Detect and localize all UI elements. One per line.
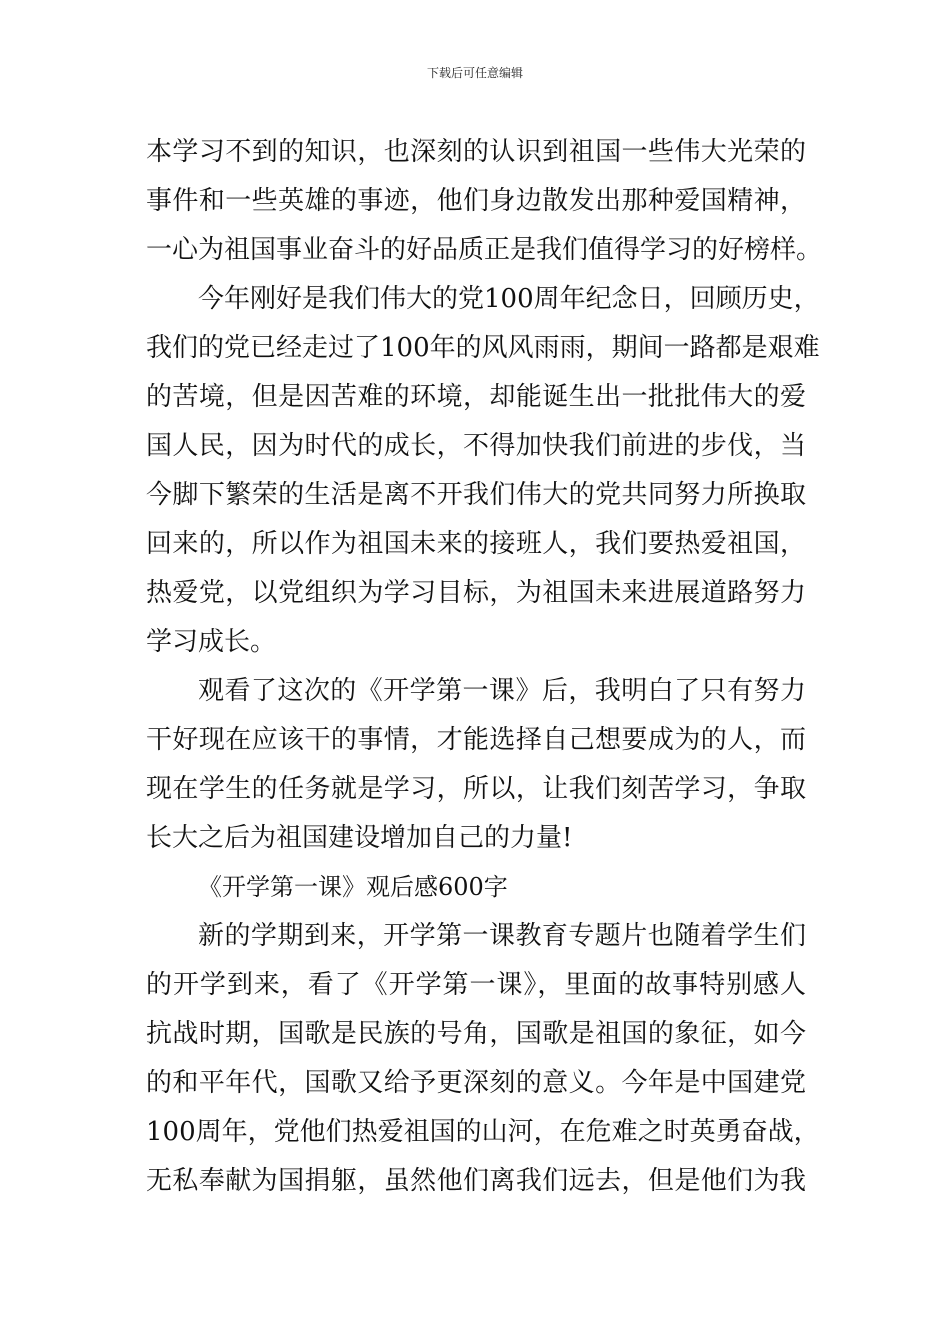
text-line: 一心为祖国事业奋斗的好品质正是我们值得学习的好榜样。 (146, 235, 823, 265)
text-line: 的苦境，但是因苦难的环境，却能诞生出一批批伟大的爱 (146, 382, 806, 412)
text-line: 干好现在应该干的事情，才能选择自己想要成为的人，而 (146, 725, 806, 755)
page-header: 下载后可任意编辑 (426, 66, 523, 80)
text-line: 学习成长。 (146, 627, 277, 657)
text-line: 事件和一些英雄的事迹，他们身边散发出那种爱国精神， (146, 186, 806, 216)
document-body (146, 128, 823, 1206)
text-line: 今脚下繁荣的生活是离不开我们伟大的党共同努力所换取 (146, 480, 806, 510)
text-line: 国人民，因为时代的成长，不得加快我们前进的步伐，当 (146, 431, 806, 461)
text-line: 无私奉献为国捐躯，虽然他们离我们远去，但是他们为我 (146, 1166, 806, 1196)
text-line: 抗战时期，国歌是民族的号角，国歌是祖国的象征，如今 (146, 1019, 806, 1049)
paragraph-start-line: 观看了这次的《开学第一课》后，我明白了只有努力 (198, 676, 806, 706)
section-heading: 《开学第一课》观后感600字 (198, 873, 508, 901)
text-line: 的开学到来，看了《开学第一课》，里面的故事特别感人 (146, 970, 806, 1000)
text-line: 本学习不到的知识，也深刻的认识到祖国一些伟大光荣的 (146, 137, 806, 167)
text-line: 长大之后为祖国建设增加自己的力量! (146, 823, 573, 853)
text-line: 现在学生的任务就是学习，所以，让我们刻苦学习，争取 (146, 774, 806, 804)
paragraph-start-line: 新的学期到来，开学第一课教育专题片也随着学生们 (198, 921, 806, 951)
text-line: 的和平年代，国歌又给予更深刻的意义。今年是中国建党 (146, 1068, 806, 1098)
text-line: 回来的，所以作为祖国未来的接班人，我们要热爱祖国， (146, 529, 806, 559)
text-line: 热爱党，以党组织为学习目标，为祖国未来进展道路努力 (146, 578, 806, 608)
text-line: 我们的党已经走过了100年的风风雨雨，期间一路都是艰难 (146, 333, 820, 363)
text-line: 100周年，党他们热爱祖国的山河，在危难之时英勇奋战， (146, 1117, 820, 1147)
paragraph-start-line: 今年刚好是我们伟大的党100周年纪念日，回顾历史， (198, 284, 820, 314)
